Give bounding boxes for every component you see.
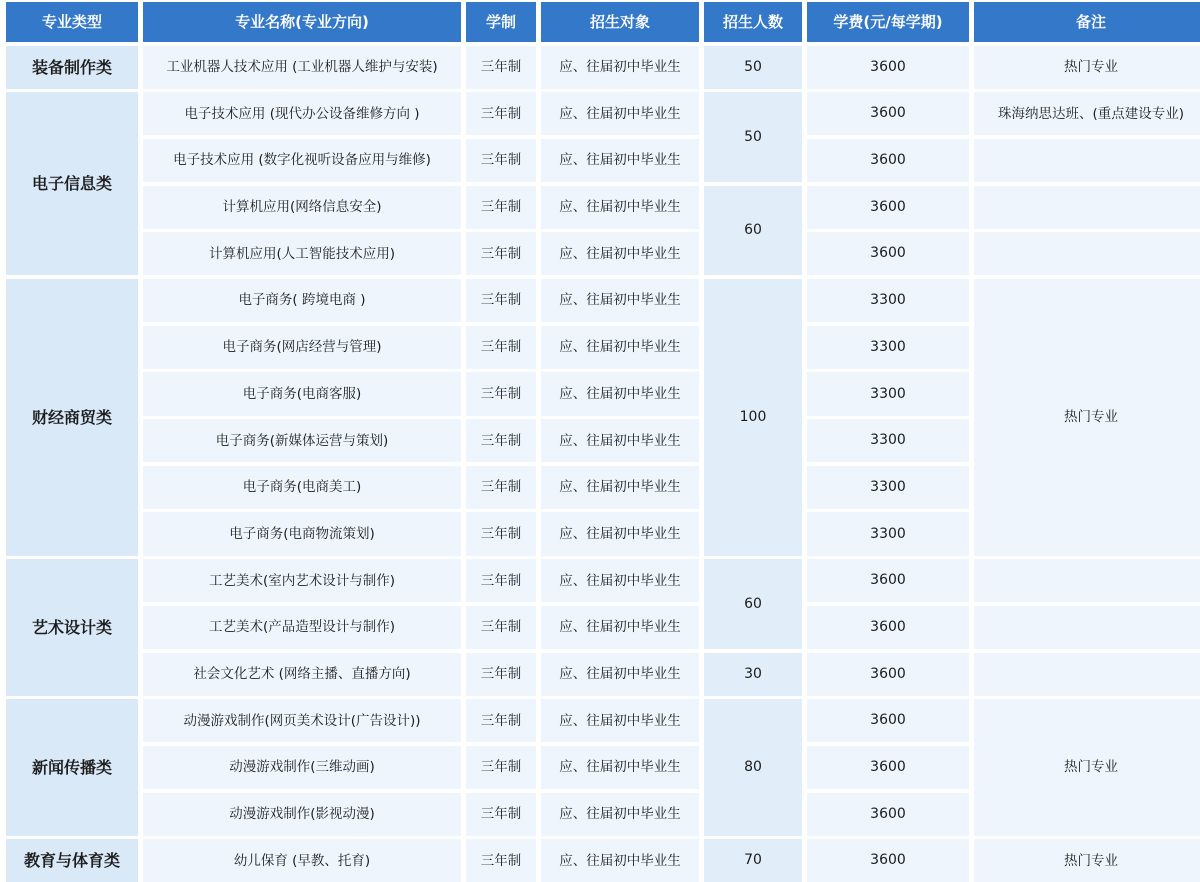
enrollment-cell: 30 bbox=[704, 653, 802, 696]
duration-cell: 三年制 bbox=[466, 46, 536, 89]
target-cell: 应、往届初中毕业生 bbox=[541, 46, 699, 89]
category-cell: 艺术设计类 bbox=[6, 559, 138, 695]
enrollment-cell: 80 bbox=[704, 699, 802, 835]
duration-cell: 三年制 bbox=[466, 186, 536, 229]
header-remarks: 备注 bbox=[974, 2, 1200, 42]
remark-cell: 热门专业 bbox=[974, 279, 1200, 556]
remark-cell: 热门专业 bbox=[974, 699, 1200, 835]
target-cell: 应、往届初中毕业生 bbox=[541, 279, 699, 322]
fee-cell: 3300 bbox=[807, 419, 969, 462]
major-cell: 电子技术应用 (数字化视听设备应用与维修) bbox=[143, 139, 461, 182]
header-category: 专业类型 bbox=[6, 2, 138, 42]
fee-cell: 3300 bbox=[807, 326, 969, 369]
fee-cell: 3600 bbox=[807, 653, 969, 696]
fee-cell: 3600 bbox=[807, 232, 969, 275]
remark-cell bbox=[974, 232, 1200, 275]
duration-cell: 三年制 bbox=[466, 372, 536, 415]
target-cell: 应、往届初中毕业生 bbox=[541, 139, 699, 182]
duration-cell: 三年制 bbox=[466, 419, 536, 462]
major-cell: 幼儿保育 (早教、托育) bbox=[143, 839, 461, 882]
major-cell: 工艺美术(产品造型设计与制作) bbox=[143, 606, 461, 649]
major-cell: 电子商务(网店经营与管理) bbox=[143, 326, 461, 369]
duration-cell: 三年制 bbox=[466, 559, 536, 602]
duration-cell: 三年制 bbox=[466, 606, 536, 649]
duration-cell: 三年制 bbox=[466, 839, 536, 882]
target-cell: 应、往届初中毕业生 bbox=[541, 232, 699, 275]
enrollment-cell: 50 bbox=[704, 92, 802, 182]
major-cell: 动漫游戏制作(三维动画) bbox=[143, 746, 461, 789]
target-cell: 应、往届初中毕业生 bbox=[541, 606, 699, 649]
duration-cell: 三年制 bbox=[466, 232, 536, 275]
fee-cell: 3600 bbox=[807, 92, 969, 135]
remark-cell: 热门专业 bbox=[974, 839, 1200, 882]
header-target: 招生对象 bbox=[541, 2, 699, 42]
fee-cell: 3600 bbox=[807, 606, 969, 649]
enrollment-cell: 60 bbox=[704, 186, 802, 276]
fee-cell: 3600 bbox=[807, 46, 969, 89]
target-cell: 应、往届初中毕业生 bbox=[541, 699, 699, 742]
fee-cell: 3600 bbox=[807, 559, 969, 602]
target-cell: 应、往届初中毕业生 bbox=[541, 419, 699, 462]
major-cell: 工艺美术(室内艺术设计与制作) bbox=[143, 559, 461, 602]
duration-cell: 三年制 bbox=[466, 139, 536, 182]
major-cell: 工业机器人技术应用 (工业机器人维护与安装) bbox=[143, 46, 461, 89]
fee-cell: 3600 bbox=[807, 793, 969, 836]
major-cell: 动漫游戏制作(网页美术设计(广告设计)) bbox=[143, 699, 461, 742]
fee-cell: 3300 bbox=[807, 466, 969, 509]
duration-cell: 三年制 bbox=[466, 92, 536, 135]
target-cell: 应、往届初中毕业生 bbox=[541, 559, 699, 602]
target-cell: 应、往届初中毕业生 bbox=[541, 746, 699, 789]
major-cell: 动漫游戏制作(影视动漫) bbox=[143, 793, 461, 836]
header-enrollment: 招生人数 bbox=[704, 2, 802, 42]
fee-cell: 3600 bbox=[807, 186, 969, 229]
fee-cell: 3300 bbox=[807, 372, 969, 415]
major-cell: 计算机应用(人工智能技术应用) bbox=[143, 232, 461, 275]
category-cell: 电子信息类 bbox=[6, 92, 138, 275]
remark-cell bbox=[974, 559, 1200, 602]
enrollment-cell: 100 bbox=[704, 279, 802, 556]
target-cell: 应、往届初中毕业生 bbox=[541, 512, 699, 555]
remark-cell bbox=[974, 139, 1200, 182]
header-duration: 学制 bbox=[466, 2, 536, 42]
target-cell: 应、往届初中毕业生 bbox=[541, 186, 699, 229]
major-cell: 电子技术应用 (现代办公设备维修方向 ) bbox=[143, 92, 461, 135]
enrollment-cell: 50 bbox=[704, 46, 802, 89]
duration-cell: 三年制 bbox=[466, 699, 536, 742]
enrollment-cell: 70 bbox=[704, 839, 802, 882]
target-cell: 应、往届初中毕业生 bbox=[541, 92, 699, 135]
duration-cell: 三年制 bbox=[466, 326, 536, 369]
major-cell: 电子商务(电商美工) bbox=[143, 466, 461, 509]
remark-cell bbox=[974, 653, 1200, 696]
fee-cell: 3600 bbox=[807, 839, 969, 882]
fee-cell: 3300 bbox=[807, 512, 969, 555]
major-cell: 电子商务(新媒体运营与策划) bbox=[143, 419, 461, 462]
fee-cell: 3600 bbox=[807, 699, 969, 742]
category-cell: 装备制作类 bbox=[6, 46, 138, 89]
header-fee: 学费(元/每学期) bbox=[807, 2, 969, 42]
major-cell: 电子商务(电商客服) bbox=[143, 372, 461, 415]
target-cell: 应、往届初中毕业生 bbox=[541, 839, 699, 882]
major-cell: 电子商务( 跨境电商 ) bbox=[143, 279, 461, 322]
major-cell: 电子商务(电商物流策划) bbox=[143, 512, 461, 555]
duration-cell: 三年制 bbox=[466, 653, 536, 696]
remark-cell bbox=[974, 606, 1200, 649]
duration-cell: 三年制 bbox=[466, 746, 536, 789]
header-major: 专业名称(专业方向) bbox=[143, 2, 461, 42]
major-cell: 社会文化艺术 (网络主播、直播方向) bbox=[143, 653, 461, 696]
major-cell: 计算机应用(网络信息安全) bbox=[143, 186, 461, 229]
duration-cell: 三年制 bbox=[466, 512, 536, 555]
target-cell: 应、往届初中毕业生 bbox=[541, 466, 699, 509]
duration-cell: 三年制 bbox=[466, 793, 536, 836]
category-cell: 新闻传播类 bbox=[6, 699, 138, 835]
category-cell: 教育与体育类 bbox=[6, 839, 138, 882]
fee-cell: 3300 bbox=[807, 279, 969, 322]
fee-cell: 3600 bbox=[807, 139, 969, 182]
duration-cell: 三年制 bbox=[466, 279, 536, 322]
target-cell: 应、往届初中毕业生 bbox=[541, 326, 699, 369]
category-cell: 财经商贸类 bbox=[6, 279, 138, 556]
target-cell: 应、往届初中毕业生 bbox=[541, 653, 699, 696]
duration-cell: 三年制 bbox=[466, 466, 536, 509]
remark-cell bbox=[974, 186, 1200, 229]
remark-cell: 珠海纳思达班、(重点建设专业) bbox=[974, 92, 1200, 135]
target-cell: 应、往届初中毕业生 bbox=[541, 793, 699, 836]
fee-cell: 3600 bbox=[807, 746, 969, 789]
remark-cell: 热门专业 bbox=[974, 46, 1200, 89]
target-cell: 应、往届初中毕业生 bbox=[541, 372, 699, 415]
enrollment-cell: 60 bbox=[704, 559, 802, 649]
